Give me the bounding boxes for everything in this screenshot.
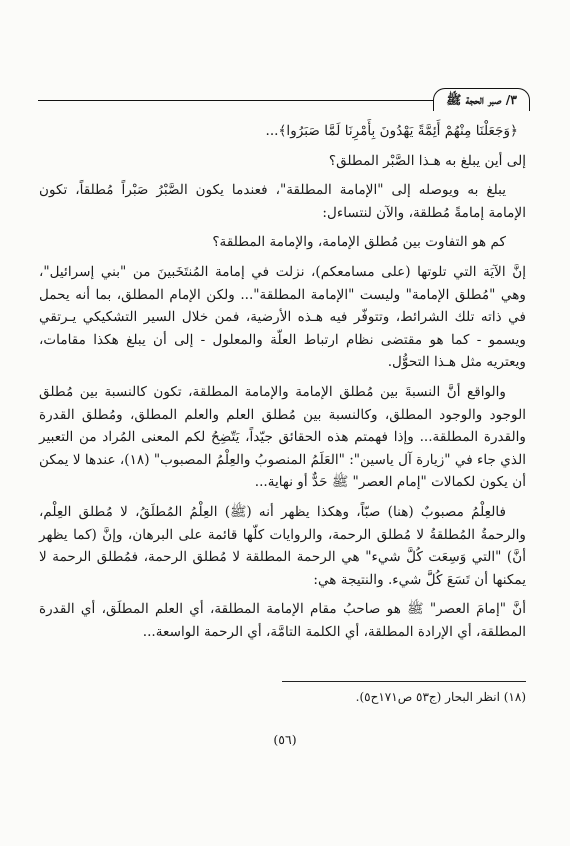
running-header: ٣/ صبر الحجة ﷺ	[433, 88, 530, 111]
quran-verse: ﴿وَجَعَلْنَا مِنْهُمْ أَئِمَّةً يَهْدُونَ بِأَمْرِنَا لَمَّا صَبَرُوا﴾...	[265, 123, 518, 139]
paragraph: كم هو التفاوت بين مُطلق الإمامة، والإمامة المطلقة؟	[212, 234, 506, 251]
paragraph: فالعِلْمُ مصبوبٌ (هنا) صبّاً، وهكذا يظهر أنه (ﷺ) العِلْمُ المُطلَقُ، لا مُطلق العِلْم، والرحمةُ المُطلقةُ لا مُطلق الرحمة، والروايات كلّها قائمة على البرهان، وإنَّ (كما يظهر أنَّ) "التي وَسِعَت كُلَّ شيء" هي الرحمة المطلقة لا مُطلق الرحمة، فمُطلق الرحمة لا يمكنها أن تَسَعَ كُلَّ شيء. والنتيجة هي:	[39, 503, 526, 588]
footnote: (١٨) انظر البحار (ج٥٣ ص١٧١ح٥).	[355, 690, 526, 704]
paragraph: أنَّ "إمامَ العصر" ﷺ هو صاحبُ مقام الإمامة المطلقة، أي العلم المطلَق، أي القدرة المطلقة، أي الإرادة المطلقة، أي الكلمة التامَّة، أي الرحمة الواسعة...	[39, 601, 526, 640]
footnote-divider	[282, 681, 526, 682]
paragraph: إلى أين يبلغ به هـذا الصَّبْر المطلق؟	[328, 152, 526, 169]
paragraph: إنَّ الآيَة التي تلوتها (على مسامعكم)، نزلت في إمامة المُنتَخَبينَ من "بني إسرائيل"، وهي "مُطلق الإمامة" وليست "الإمامة المطلقة"... ولكن الإمام المطلق، بما أنه يحمل في ذاته تلك الشرائط، وتتوفّر فيه هـذه الأرضية، فمن خلال السير التشكيكي يـرتقي ويسمو - كما هو مقتضى نظام ارتباط العلّة والمعلول - إلى أن يبلغ هكذا مقامات، ويعتريه مثل هـذا التحوُّل.	[39, 263, 526, 371]
paragraph: والواقع أنَّ النسبةَ بين مُطلق الإمامة والإمامة المطلقة، تكون كالنسبة بين مُطلق الوجود والوجود المطلق، وكالنسبة بين مُطلق العلم والعلم المطلق، ومُطلق القدرة والقدرة المطلقة... وإذا فهمتم هذه الحقائق جيّداً، يَتّضِحُ لكم المعنى المُراد من التعبير الذي جاء في "زيارة آل ياسين": "العَلَمُ المنصوبُ والعِلْمُ المصبوب" (١٨)، عندها لا يمكن أن يكون لكمالات "إمام العصر" ﷺ حَدٌّ أو نهاية...	[39, 383, 526, 491]
paragraph: يبلغ به ويوصله إلى "الإمامة المطلقة"، فعندما يكون الصَّبْرُ صَبْراً مُطلقاً، تكون الإمامة إمامةً مُطلقة، والآن لنتساءل:	[39, 182, 526, 221]
page-number: (٥٦)	[273, 732, 297, 747]
body-text	[39, 120, 526, 650]
